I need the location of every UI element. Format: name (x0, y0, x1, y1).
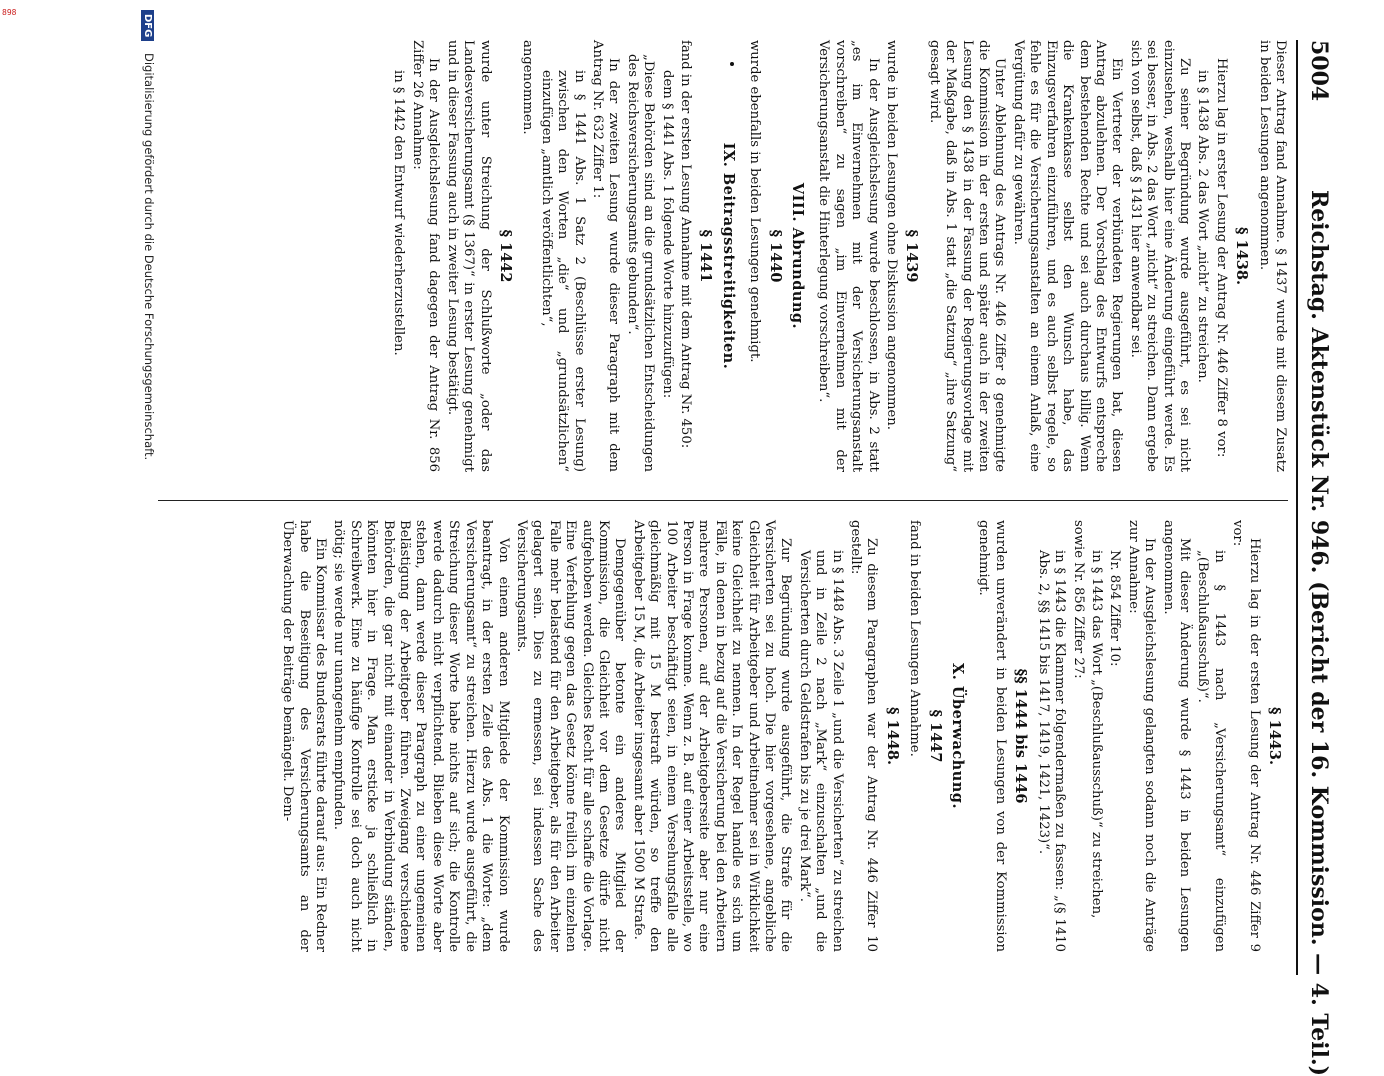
quoted-text: „Diese Behörden sind an die grundsätzlichen Entscheidungen des Reichsversicherungsamts gebunden“. (624, 54, 657, 472)
footer-text: Digitalisierung gefördert durch die Deutsche Forschungsgemeinschaft. (142, 53, 156, 461)
paragraph: Ein Kommissar des Bundesrats führte darauf aus: Ein Redner habe die Beseitigung des Versicherungsamts an der Überwachung der Beiträge bemängelt. Dem- (280, 520, 329, 952)
page-scan-mark: 898 (2, 8, 17, 17)
paragraph: wurde unter Streichung der Schlußworte „oder das Landesversicherungsamt (§ 1367)“ in erster Lesung genehmigt und in dieser Fassung auch in zweiter Lesung bestätigt. (444, 40, 493, 472)
amendment-text: in § 1443 das Wort „(Beschlußausschuß)“ zu streichen, (1088, 550, 1104, 919)
amendment-text: in § 1443 die Klammer folgendermaßen zu fassen: „(§ 1410 Abs. 2, §§ 1415 bis 1417, 1419, 1421, 1423)“. (1035, 550, 1068, 952)
page-title: Reichstag. Aktenstück Nr. 946. (Bericht der 16. Kommission. — 4. Teil.) (1306, 190, 1332, 1076)
page-number: 5004 (1306, 40, 1332, 102)
left-column (388, 40, 1288, 472)
paragraph: wurden unverändert in beiden Lesungen von der Kommission genehmigt. (976, 520, 1008, 952)
section-heading-1442: § 1442 (496, 229, 514, 283)
amendment-text: in § 1438 Abs. 2 das Wort „nicht“ zu streichen. (1195, 70, 1211, 383)
section-heading-1441: § 1441 (697, 229, 715, 283)
part-heading-ix: IX. Beitragsstreitigkeiten. (719, 142, 737, 370)
paragraph: Mit dieser Änderung wurde § 1443 in beiden Lesungen angenommen. (1160, 520, 1192, 952)
section-heading-1444: §§ 1444 bis 1446 (1012, 668, 1030, 804)
paragraph: Ein Vertreter der verbündeten Regierungen bat, diesen Antrag abzulehnen. Der Vorschlag des Entwurfs entspreche dem bestehenden Rechte und sei auch durchaus billig. Wenn die Krankenkasse selbst den Wunsch habe, das Einzugsverfahren einzuführen, und es auch selbst regele, so fehle es für die Versicherungsanstalten an einem Anlaß, eine Vergütung dafür zu gewähren. (1010, 40, 1125, 472)
paragraph: fand in beiden Lesungen Annahme. (907, 520, 923, 757)
amendment-text: in § 1443 nach „Versicherungsamt“ einzufügen „(Beschlußausschuß)“. (1195, 550, 1227, 952)
section-heading-1447: § 1447 (926, 709, 944, 763)
paragraph: Hierzu lag in der ersten Lesung der Antrag Nr. 446 Ziffer 9 vor: (1230, 520, 1262, 952)
paragraph: Zu diesem Paragraphen war der Antrag Nr. 446 Ziffer 10 gestellt: (848, 520, 880, 952)
paragraph: Von einem anderen Mitgliede der Kommission wurde beantragt, in der ersten Zeile des Abs. 1 die Worte: „dem Versicherungsamt“ zu streichen. Hierzu wurde ausgeführt, die Streichung dieser Worte habe nichts auf sich; die Kontrolle werde dadurch nicht verpflichtend. Blieben diese Worte aber stehen, dann werde dieser Paragraph zu einer ungemeinen Belästigung der Arbeitgeber führen. Zweigang verschiedene Behörden, die gar nicht mit einander in Verbindung ständen, könnten hier in Frage. Man ersticke ja schließlich in Schreibwerk. Eine zu häufige Kontrolle sei doch auch nicht nötig; sie werde nur unangenehm empfunden. (331, 520, 511, 952)
section-heading-1439: § 1439 (903, 229, 921, 283)
intro-paragraph: Dieser Antrag fand Annahme. § 1437 wurde mit diesem Zusatz in beiden Lesungen angenommen. (1256, 40, 1288, 472)
paragraph: Unter Ablehnung des Antrags Nr. 446 Ziffer 8 genehmigte die Kommission in der ersten und später auch in der zweiten Lesung den § 1438 in der Fassung der Regierungsvorlage mit der Maßgabe, daß in Abs. 1 statt „die Satzung“ „ihre Satzung“ gesagt wird. (926, 40, 1008, 472)
paragraph: In der Ausgleichslesung fand dagegen der Antrag Nr. 856 Ziffer 26 Annahme: (409, 40, 442, 472)
amendment-text: in § 1442 den Entwurf wiederherzustellen. (391, 70, 407, 356)
digitization-footer (141, 10, 156, 970)
paragraph: wurde ebenfalls in beiden Lesungen genehmigt. (747, 40, 763, 363)
paragraph: Zur Begründung wurde ausgeführt, die Strafe für die Versicherten sei zu hoch. Die hier vorgesehene, angebliche Gleichheit für Arbeitgeber und Arbeitnehmer sei in Wirklichkeit keine Gleichheit zu nennen. In der Regel handle es sich um Fälle, in denen in bezug auf die Versicherung bei den Arbeitern mehrere Personen, auf der Arbeitgeberseite aber nur eine Person in Frage komme. Wenn z. B. auf einer Arbeitsstelle, wo 100 Arbeiter beschäftigt seien, in einem Versehungsfalle alle gleichmäßig mit 15 M bestraft würden, so treffe den Arbeitgeber 15 M, die Arbeiter insgesamt aber 1500 M Strafe. (630, 520, 794, 952)
paragraph: Zu seiner Begründung wurde ausgeführt, es sei nicht einzusehen, weshalb hier eine Änderung eingeführt werde. Es sei besser, in Abs. 2 das Wort „nicht“ zu streichen. Dann ergebe sich von selbst, daß § 1431 hier anwendbar sei. (1127, 40, 1192, 472)
section-heading-1438: § 1438. (1233, 226, 1251, 286)
dfg-logo: DFG (141, 10, 154, 41)
section-heading-1440: § 1440 (766, 229, 784, 283)
amendment-text: Nr. 854 Ziffer 10: (1107, 550, 1123, 667)
amendment-text: in § 1448 Abs. 3 Zeile 1 „und die Versicherten“ zu streichen und in Zeile 2 nach „Mark“ einzuschalten „und die Versicherten durch Geldstrafen bis zu je drei Mark“. (796, 550, 845, 952)
section-heading-1448: § 1448. (883, 706, 901, 766)
paragraph: angenommen. (520, 40, 536, 135)
paragraph: Demgegenüber betonte ein anderes Mitglied der Kommission, die Gleichheit vor dem Gesetze dürfe nicht aufgehoben werden. Gleiches Recht für alle schaffe die Vorlage. Eine Verfehlung gegen das Gesetz könne freilich im einzelnen Falle mehr belastend für den Arbeitgeber, als für den Arbeiter gelagert sein. Dies zu ermessen, sei indessen Sache des Versicherungsamts. (513, 520, 628, 952)
amendment-text: dem § 1441 Abs. 1 folgende Worte hinzuzufügen: (659, 70, 675, 399)
paragraph: Hierzu lag in erster Lesung der Antrag Nr. 446 Ziffer 8 vor: (1213, 58, 1229, 458)
paragraph: sowie Nr. 856 Ziffer 27: (1070, 520, 1086, 679)
amendment-text: in § 1441 Abs. 1 Satz 2 (Beschlüsse erster Lesung) zwischen den Worten „die“ und „grundsätzlichen“ einzufügen „amtlich veröffentlichten“, (538, 70, 587, 472)
paragraph: In der Ausgleichslesung wurde beschlossen, in Abs. 2 statt „es im Einvernehmen mit der Versicherungsanstalt vorschreiben“ zu sagen „im Einvernehmen mit der Versicherungsanstalt die Hinterlegung vorschreiben“. (816, 40, 881, 472)
column-divider (158, 500, 1288, 501)
page-header (1296, 40, 1338, 1076)
section-heading-1443: § 1443. (1266, 706, 1283, 766)
right-column (277, 520, 1288, 952)
paragraph: wurde in beiden Lesungen ohne Diskussion angenommen. (884, 40, 900, 430)
paragraph: In der zweiten Lesung wurde dieser Paragraph mit dem Antrag Nr. 632 Ziffer 1: (589, 40, 622, 472)
paragraph: In der Ausgleichslesung gelangten sodann noch die Anträge zur Annahme: (1125, 520, 1158, 952)
part-heading-x: X. Überwachung. (949, 662, 967, 809)
paragraph: fand in der ersten Lesung Annahme mit dem Antrag Nr. 450: (678, 40, 693, 449)
part-heading-viii: VIII. Abrundung. (789, 182, 807, 330)
